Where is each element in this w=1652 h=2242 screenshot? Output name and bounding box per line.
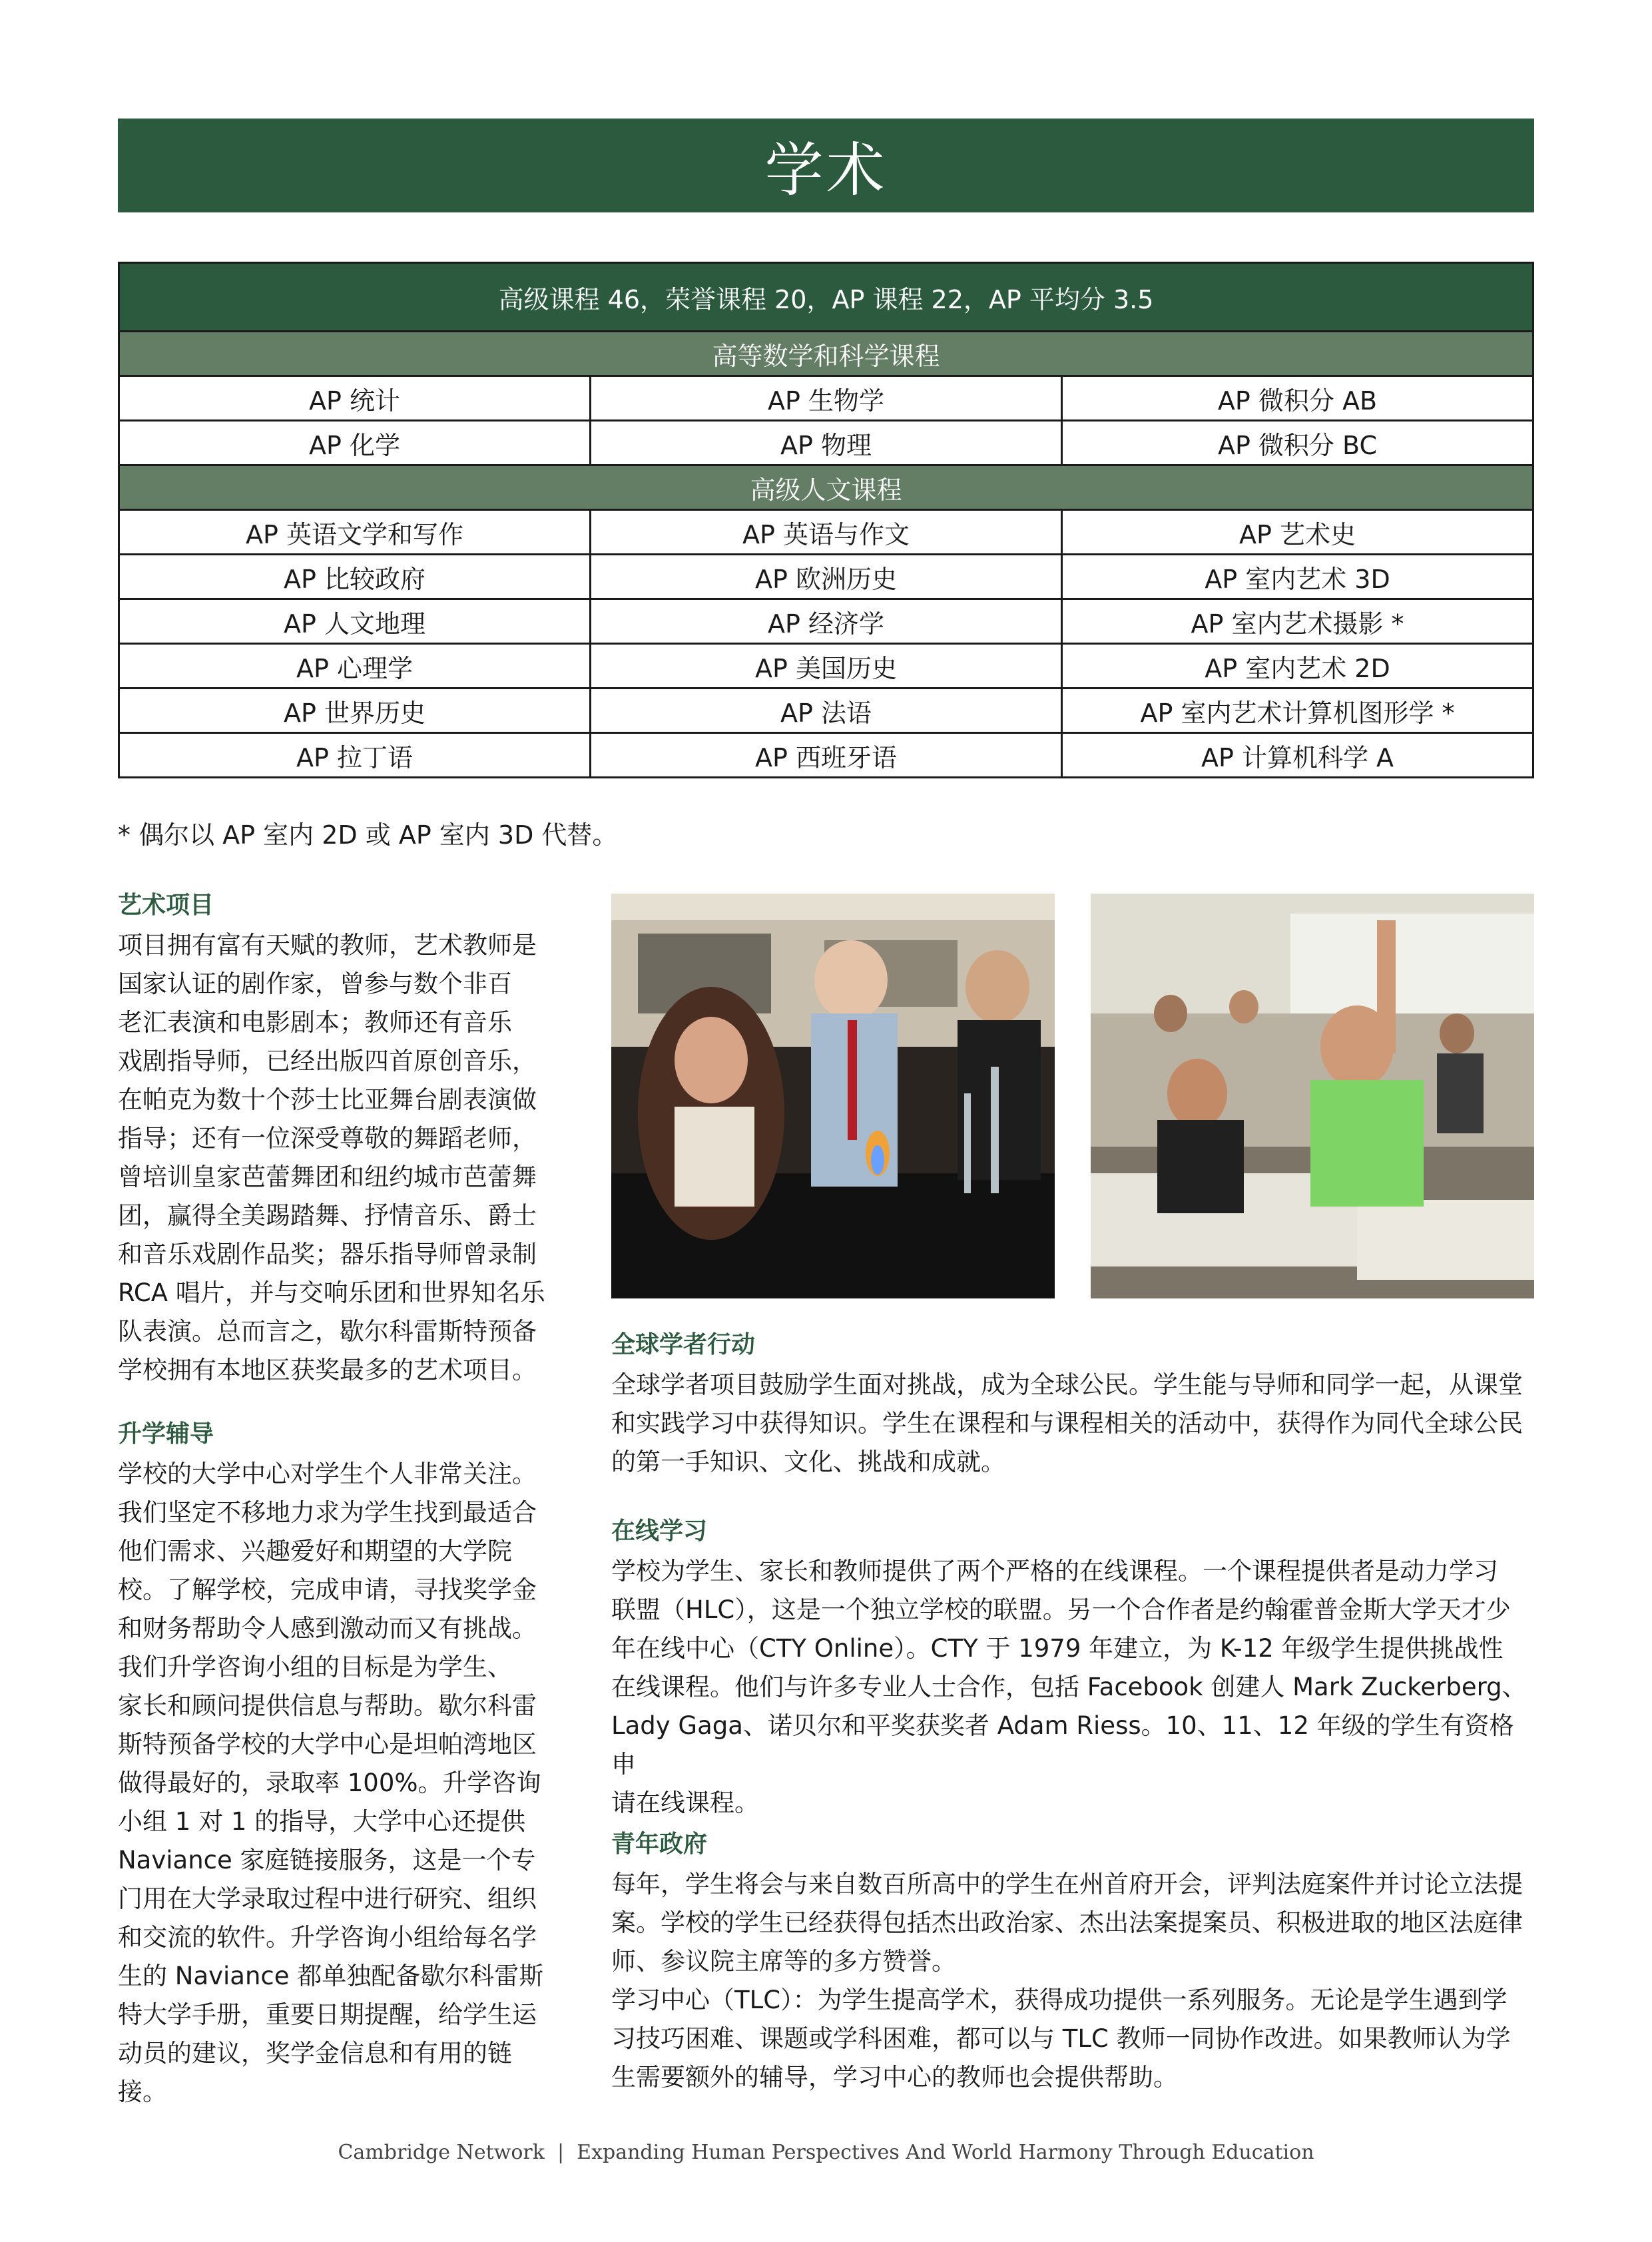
text-line: 动员的建议，奖学金信息和有用的链接。	[118, 2039, 512, 2106]
art-body	[118, 926, 557, 1390]
course-cell: AP 西班牙语	[591, 733, 1062, 778]
online-heading: 在线学习	[611, 1518, 708, 1545]
course-cell: AP 英语文学和写作	[119, 510, 591, 555]
table-row	[119, 376, 1533, 421]
text-line: 习技巧困难、课题或学科困难，都可以与 TLC 教师一同协作改进。如果教师认为学	[611, 2024, 1511, 2053]
course-cell: AP 美国历史	[591, 644, 1062, 689]
course-cell: AP 世界历史	[119, 689, 591, 733]
course-cell: AP 经济学	[591, 599, 1062, 644]
text-line: 校。了解学校，完成申请，寻找奖学金	[118, 1575, 537, 1604]
text-line: 小组 1 对 1 的指导，大学中心还提供	[118, 1807, 526, 1836]
classroom-photo	[1091, 894, 1534, 1298]
art-heading: 艺术项目	[118, 892, 214, 919]
text-line: 队表演。总而言之，歇尔科雷斯特预备	[118, 1317, 537, 1346]
course-table	[118, 262, 1534, 778]
college-heading: 升学辅导	[118, 1420, 214, 1448]
text-line: 和实践学习中获得知识。学生在课程和与课程相关的活动中，获得作为同代全球公民	[611, 1409, 1523, 1438]
text-line: Lady Gaga、诺贝尔和平奖获奖者 Adam Riess。10、11、12 年级的学生有资格申	[611, 1711, 1514, 1779]
text-line: 的第一手知识、文化、挑战和成就。	[611, 1448, 1005, 1476]
online-section	[611, 1515, 1534, 1822]
course-cell: AP 比较政府	[119, 555, 591, 599]
text-line: 请在线课程。	[611, 1789, 759, 1817]
course-cell: AP 欧洲历史	[591, 555, 1062, 599]
section-heading-math-science: 高等数学和科学课程	[119, 332, 1533, 376]
text-line: 他们需求、兴趣爱好和期望的大学院	[118, 1537, 512, 1565]
text-line: 和音乐戏剧作品奖；器乐指导师曾录制	[118, 1240, 537, 1268]
text-line: 国家认证的剧作家，曾参与数个非百	[118, 970, 512, 998]
left-column	[118, 889, 557, 2111]
text-line: 师、参议院主席等的多方赞誉。	[611, 1947, 956, 1976]
text-line: 全球学者项目鼓励学生面对挑战，成为全球公民。学生能与导师和同学一起，从课堂	[611, 1370, 1523, 1399]
youth-body	[611, 1865, 1534, 2097]
section-heading-humanities: 高级人文课程	[119, 465, 1533, 510]
classroom-photo-illustration	[1091, 894, 1534, 1298]
course-cell: AP 室内艺术 3D	[1062, 555, 1533, 599]
text-line: 每年，学生将会与来自数百所高中的学生在州首府开会，评判法庭案件并讨论立法提	[611, 1870, 1523, 1898]
text-line: 学习中心（TLC）：为学生提高学术，获得成功提供一系列服务。无论是学生遇到学	[611, 1986, 1508, 2014]
course-cell: AP 微积分 BC	[1062, 421, 1533, 465]
table-footnote: * 偶尔以 AP 室内 2D 或 AP 室内 3D 代替。	[118, 820, 618, 850]
text-line: 学校拥有本地区获奖最多的艺术项目。	[118, 1356, 537, 1384]
text-line: 戏剧指导师，已经出版四首原创音乐，	[118, 1047, 537, 1075]
course-cell: AP 微积分 AB	[1062, 376, 1533, 421]
text-line: 曾培训皇家芭蕾舞团和纽约城市芭蕾舞	[118, 1163, 537, 1191]
global-section	[611, 1328, 1534, 1482]
text-line: 特大学手册，重要日期提醒，给学生运	[118, 2000, 537, 2029]
course-cell: AP 艺术史	[1062, 510, 1533, 555]
text-line: 指导；还有一位深受尊敬的舞蹈老师，	[118, 1124, 537, 1153]
youth-section	[611, 1828, 1534, 2097]
youth-heading: 青年政府	[611, 1830, 708, 1858]
text-line: 我们升学咨询小组的目标是为学生、	[118, 1653, 512, 1681]
section-header-row	[119, 465, 1533, 510]
page-title: 学术	[118, 119, 1534, 212]
table-row	[119, 555, 1533, 599]
course-cell: AP 心理学	[119, 644, 591, 689]
text-line: 年在线中心（CTY Online）。CTY 于 1979 年建立，为 K-12 年级学生提供挑战性	[611, 1634, 1504, 1663]
course-cell: AP 室内艺术 2D	[1062, 644, 1533, 689]
summary-row	[119, 263, 1533, 332]
section-header-row	[119, 332, 1533, 376]
table-row	[119, 421, 1533, 465]
course-cell: AP 室内艺术计算机图形学 *	[1062, 689, 1533, 733]
course-cell: AP 人文地理	[119, 599, 591, 644]
table-row	[119, 733, 1533, 778]
text-line: 我们坚定不移地力求为学生找到最适合	[118, 1498, 537, 1527]
text-line: 在帕克为数十个莎士比亚舞台剧表演做	[118, 1085, 537, 1114]
text-line: 案。学校的学生已经获得包括杰出政治家、杰出法案提案员、积极进取的地区法庭律	[611, 1908, 1523, 1937]
course-cell: AP 统计	[119, 376, 591, 421]
course-cell: AP 法语	[591, 689, 1062, 733]
course-cell: AP 英语与作文	[591, 510, 1062, 555]
course-cell: AP 化学	[119, 421, 591, 465]
course-cell: AP 室内艺术摄影 *	[1062, 599, 1533, 644]
text-line: RCA 唱片，并与交响乐团和世界知名乐	[118, 1278, 545, 1307]
course-cell: AP 物理	[591, 421, 1062, 465]
global-body	[611, 1366, 1534, 1482]
text-line: 门用在大学录取过程中进行研究、组织	[118, 1884, 537, 1913]
text-line: 项目拥有富有天赋的教师，艺术教师是	[118, 931, 537, 960]
text-line: 斯特预备学校的大学中心是坦帕湾地区	[118, 1730, 537, 1759]
text-line: 团，赢得全美踢踏舞、抒情音乐、爵士	[118, 1201, 537, 1230]
text-line: 生的 Naviance 都单独配备歇尔科雷斯	[118, 1962, 544, 1990]
text-line: 学校为学生、家长和教师提供了两个严格的在线课程。一个课程提供者是动力学习	[611, 1557, 1498, 1585]
lab-photo-illustration	[611, 894, 1055, 1298]
text-line: 生需要额外的辅导，学习中心的教师也会提供帮助。	[611, 2063, 1178, 2092]
college-body	[118, 1455, 557, 2111]
text-line: 家长和顾问提供信息与帮助。歇尔科雷	[118, 1691, 537, 1720]
text-line: 联盟（HLC），这是一个独立学校的联盟。另一个合作者是约翰霍普金斯大学天才少	[611, 1595, 1511, 1624]
table-row	[119, 644, 1533, 689]
text-line: 做得最好的，录取率 100%。升学咨询	[118, 1769, 541, 1797]
course-cell: AP 拉丁语	[119, 733, 591, 778]
table-row	[119, 599, 1533, 644]
text-line: 老汇表演和电影剧本；教师还有音乐	[118, 1008, 512, 1037]
summary-cell: 高级课程 46，荣誉课程 20，AP 课程 22，AP 平均分 3.5	[119, 263, 1533, 332]
course-cell: AP 计算机科学 A	[1062, 733, 1533, 778]
online-body	[611, 1552, 1534, 1822]
page-footer: Cambridge Network | Expanding Human Perspectives And World Harmony Through Education	[338, 2141, 1314, 2164]
table-row	[119, 510, 1533, 555]
global-heading: 全球学者行动	[611, 1331, 756, 1358]
text-line: 在线课程。他们与许多专业人士合作，包括 Facebook 创建人 Mark Zuckerberg、	[611, 1673, 1527, 1701]
text-line: 学校的大学中心对学生个人非常关注。	[118, 1460, 537, 1488]
table-row	[119, 689, 1533, 733]
text-line: 和交流的软件。升学咨询小组给每名学	[118, 1923, 537, 1952]
course-cell: AP 生物学	[591, 376, 1062, 421]
lab-photo	[611, 894, 1055, 1298]
text-line: Naviance 家庭链接服务，这是一个专	[118, 1846, 536, 1874]
text-line: 和财务帮助令人感到激动而又有挑战。	[118, 1614, 537, 1643]
